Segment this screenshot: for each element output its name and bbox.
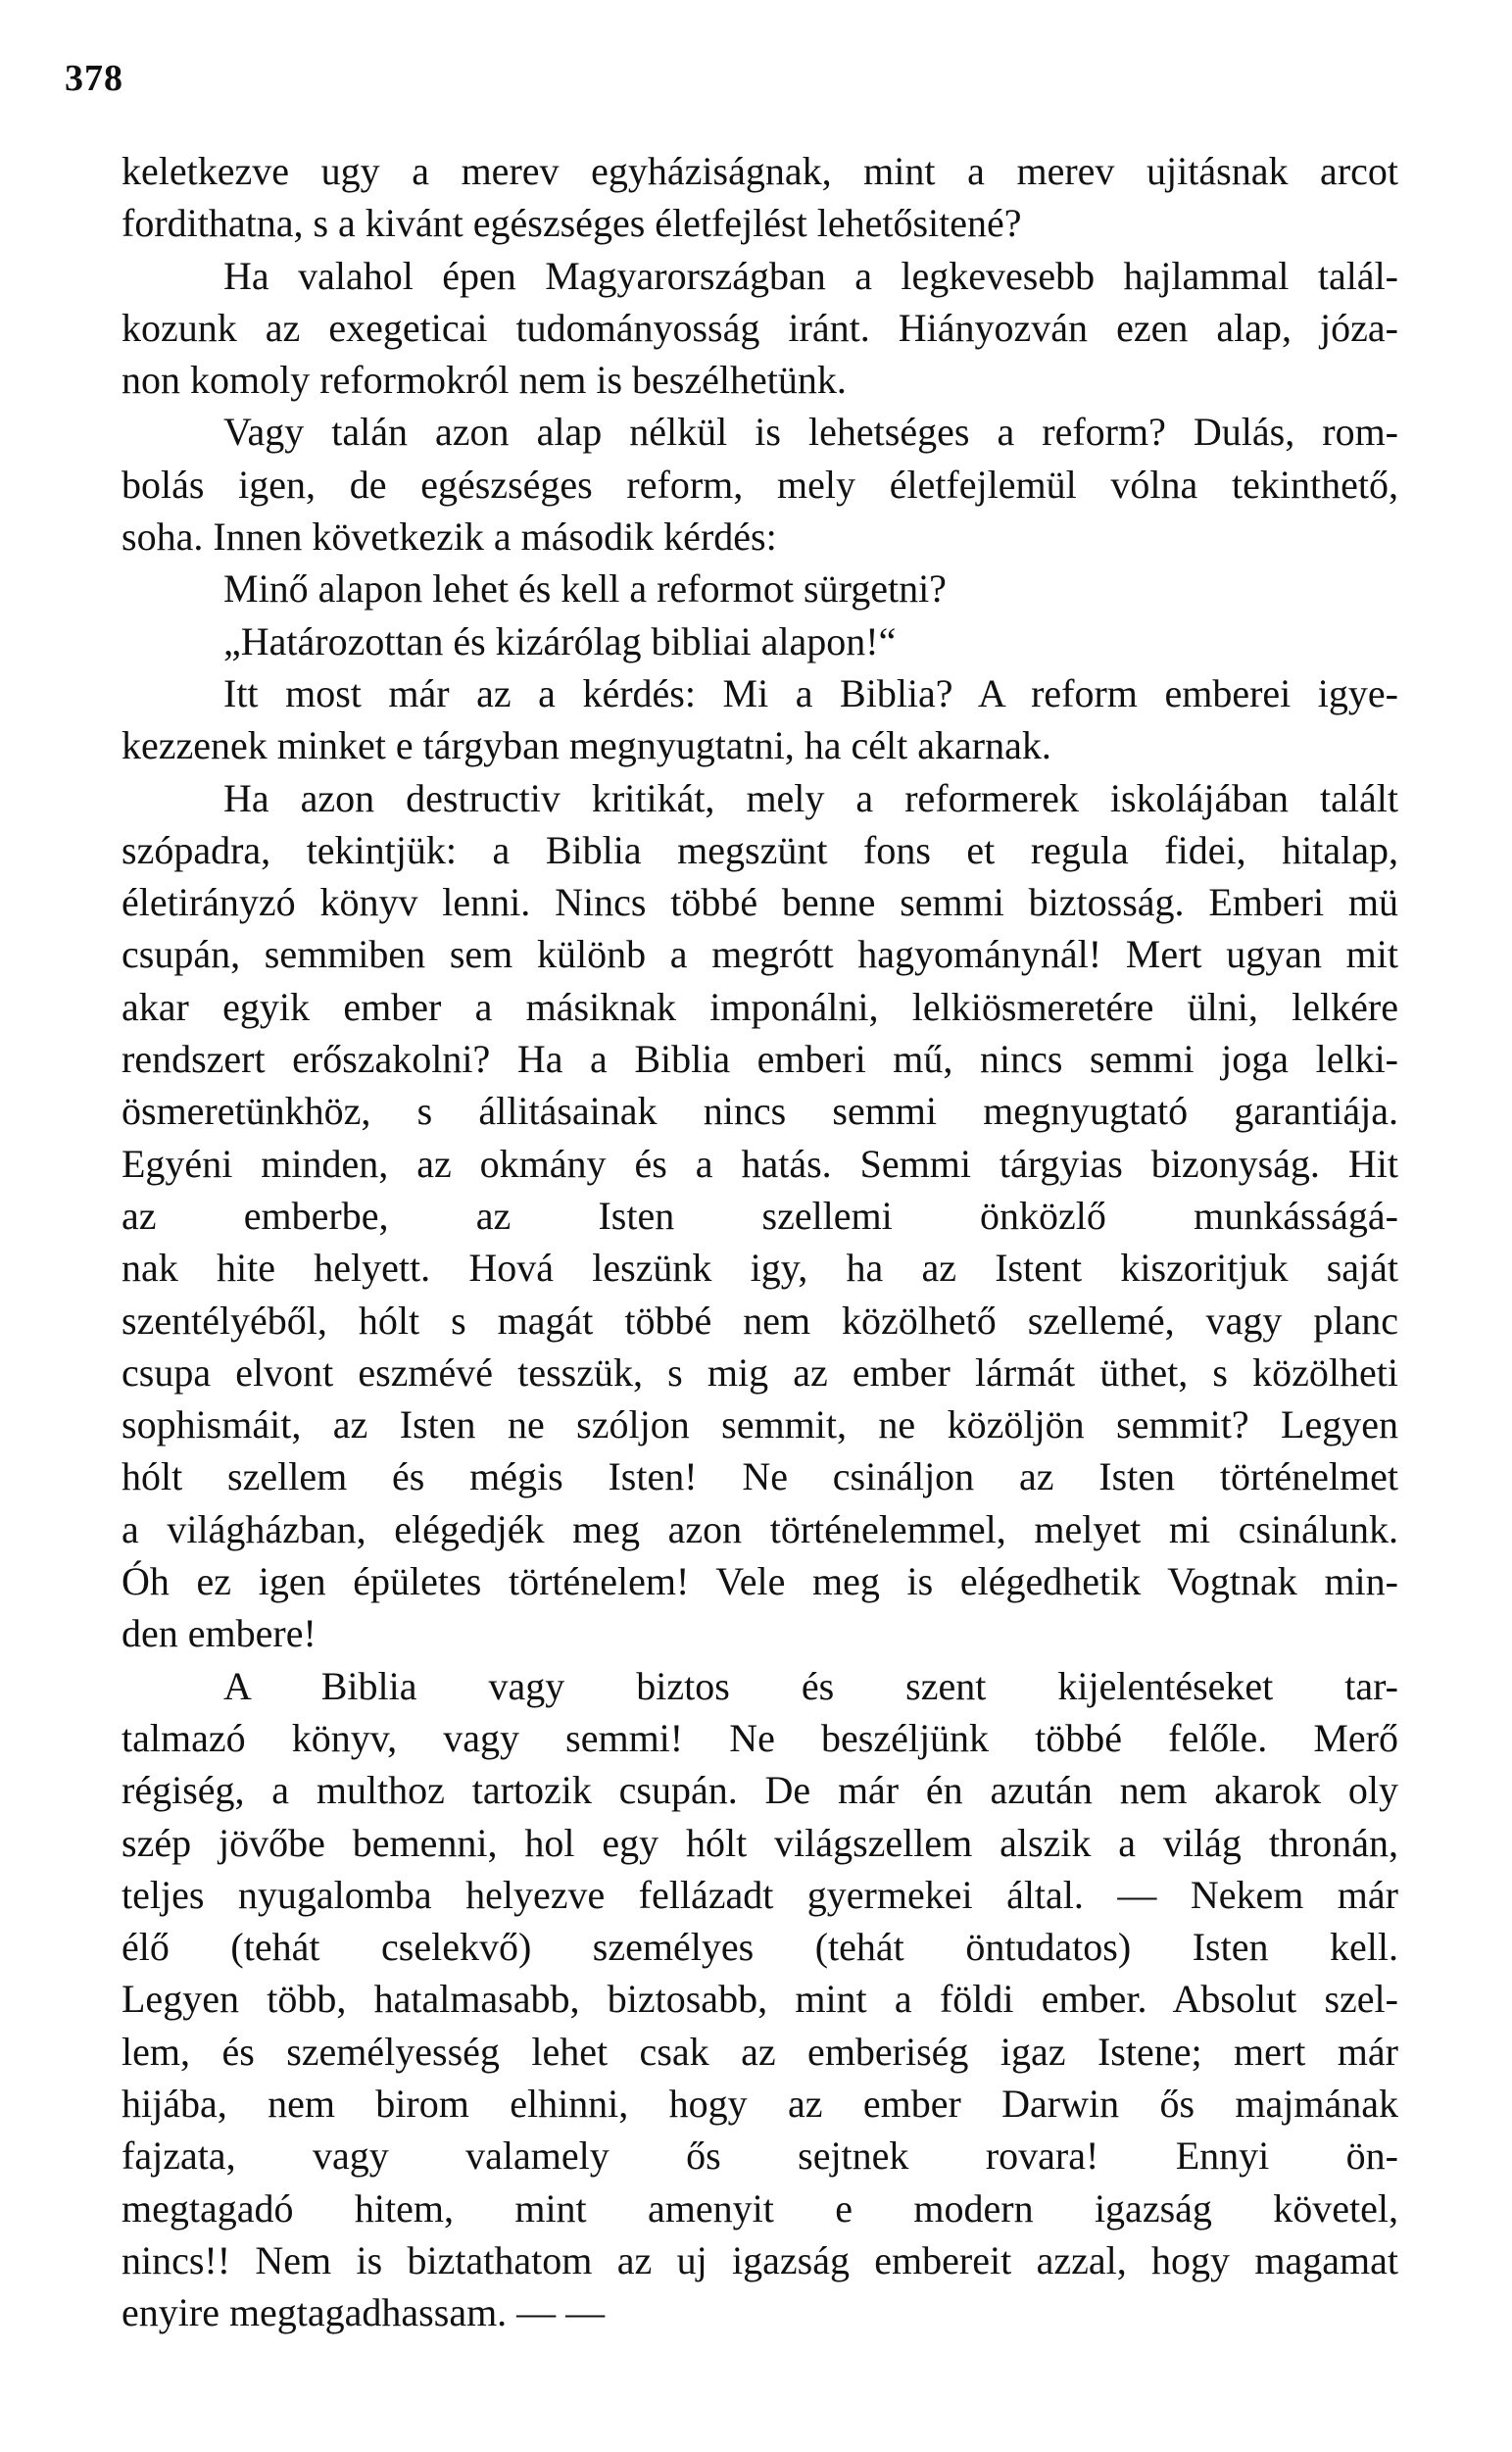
text-line: „Határozottan és kizárólag bibliai alapon!“ bbox=[223, 618, 897, 663]
text-line: soha. Innen következik a második kérdés: bbox=[122, 515, 777, 560]
text-line: rendszert erőszakolni? Ha a Biblia emberi mű, nincs semmi joga lelki- bbox=[122, 1037, 1398, 1082]
text-line: az emberbe, az Isten szellemi önközlő munkásságá- bbox=[122, 1193, 1398, 1238]
text-line: keletkezve ugy a merev egyháziságnak, mint a merev ujitásnak arcot bbox=[122, 149, 1398, 193]
text-line: kozunk az exegeticai tudományosság iránt. Hiányozván ezen alap, józa- bbox=[122, 305, 1398, 350]
text-line: fajzata, vagy valamely ős sejtnek rovara! Ennyi ön- bbox=[122, 2133, 1398, 2179]
text-line: szentélyéből, hólt s magát többé nem közölhető szellemé, vagy planc bbox=[122, 1298, 1398, 1343]
text-line: Ha azon destructiv kritikát, mely a reformerek iskolájában talált bbox=[223, 775, 1398, 820]
text-line: lem, és személyesség lehet csak az emberiség igaz Istene; mert már bbox=[122, 2029, 1398, 2074]
text-line: sophismáit, az Isten ne szóljon semmit, ne közöljön semmit? Legyen bbox=[122, 1402, 1398, 1447]
text-line: nincs!! Nem is biztathatom az uj igazság embereit azzal, hogy magamat bbox=[122, 2237, 1398, 2282]
text-line: fordithatna, s a kivánt egészséges életfejlést lehetősitené? bbox=[122, 201, 1022, 246]
text-line: kezzenek minket e tárgyban megnyugtatni, ha célt akarnak. bbox=[122, 723, 1051, 768]
text-line: csupa elvont eszmévé tesszük, s mig az ember lármát üthet, s közölheti bbox=[122, 1349, 1398, 1395]
text-line: non komoly reformokról nem is beszélhetünk. bbox=[122, 358, 847, 403]
text-line: den embere! bbox=[122, 1611, 317, 1656]
text-line: hijába, nem birom elhinni, hogy az ember Darwin ős majmának bbox=[122, 2081, 1398, 2126]
text-line: hólt szellem és mégis Isten! Ne csináljon az Isten történelmet bbox=[122, 1454, 1398, 1499]
text-line: Óh ez igen épületes történelem! Vele meg is elégedhetik Vogtnak min- bbox=[122, 1559, 1398, 1604]
text-line: megtagadó hitem, mint amenyit e modern igazság követel, bbox=[122, 2185, 1398, 2231]
text-line: A Biblia vagy biztos és szent kijelentéseket tar- bbox=[223, 1663, 1398, 1708]
text-line: szópadra, tekintjük: a Biblia megszünt fons et regula fidei, hitalap, bbox=[122, 827, 1398, 872]
page-body-text bbox=[122, 145, 1398, 2338]
text-line: csupán, semmiben sem különb a megrótt hagyománynál! Mert ugyan mit bbox=[122, 932, 1398, 977]
text-line: élő (tehát cselekvő) személyes (tehát öntudatos) Isten kell. bbox=[122, 1925, 1398, 1970]
text-line: Vagy talán azon alap nélkül is lehetséges a reform? Dulás, rom- bbox=[223, 410, 1398, 455]
text-line: a világházban, elégedjék meg azon történelemmel, melyet mi csinálunk. bbox=[122, 1506, 1398, 1551]
text-line: nak hite helyett. Hová leszünk igy, ha az Istent kiszoritjuk saját bbox=[122, 1246, 1398, 1291]
text-line: teljes nyugalomba helyezve fellázadt gyermekei által. — Nekem már bbox=[122, 1872, 1398, 1917]
text-line: szép jövőbe bemenni, hol egy hólt világszellem alszik a világ thronán, bbox=[122, 1820, 1398, 1865]
text-line: enyire megtagadhassam. — — bbox=[122, 2290, 606, 2335]
text-line: Ha valahol épen Magyarországban a legkevesebb hajlammal talál- bbox=[223, 253, 1398, 298]
text-line: talmazó könyv, vagy semmi! Ne beszéljünk többé felőle. Merő bbox=[122, 1715, 1398, 1760]
text-line: Egyéni minden, az okmány és a hatás. Semmi tárgyias bizonyság. Hit bbox=[122, 1141, 1398, 1186]
text-line: Minő alapon lehet és kell a reformot sürgetni? bbox=[223, 566, 947, 612]
text-line: bolás igen, de egészséges reform, mely életfejlemül vólna tekinthető, bbox=[122, 462, 1398, 507]
page-number: 378 bbox=[65, 58, 123, 99]
text-line: Legyen több, hatalmasabb, biztosabb, mint a földi ember. Absolut szel- bbox=[122, 1977, 1398, 2022]
text-line: életirányzó könyv lenni. Nincs többé benne semmi biztosság. Emberi mü bbox=[122, 880, 1398, 925]
text-line: akar egyik ember a másiknak imponálni, lelkiösmeretére ülni, lelkére bbox=[122, 984, 1398, 1029]
text-line: régiség, a multhoz tartozik csupán. De már én azután nem akarok oly bbox=[122, 1768, 1398, 1813]
text-line: Itt most már az a kérdés: Mi a Biblia? A reform emberei igye- bbox=[223, 670, 1398, 715]
text-line: ösmeretünkhöz, s állitásainak nincs semmi megnyugtató garantiája. bbox=[122, 1089, 1398, 1134]
